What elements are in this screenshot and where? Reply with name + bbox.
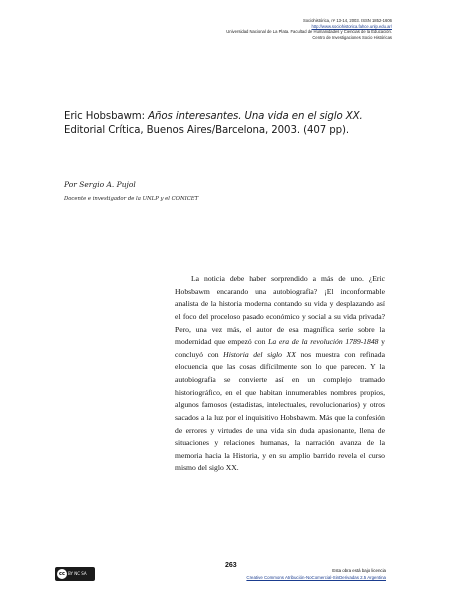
research-center: Centro de Investigaciones Socio Históricas	[312, 34, 392, 40]
cc-icon: cc	[57, 569, 67, 579]
page-number: 263	[225, 562, 237, 569]
review-title	[64, 110, 394, 138]
license-text: Esta obra está bajo licencia	[332, 568, 386, 573]
body-paragraph	[175, 273, 385, 475]
title-book: Años interesantes. Una vida en el siglo XX.	[148, 111, 363, 122]
review-body	[175, 273, 385, 475]
cc-badge-text: BY NC SA	[68, 570, 87, 576]
creative-commons-badge[interactable]	[55, 567, 95, 581]
body-text-3: nos muestra con refinada elocuencia que las cosas difícilmente son lo que parecen. Y la autobiografía se convierte así en un complejo tramado historiográfico, en el que habitan innumerables nombres propios, algunos famosos (estadistas, intelectuales, revolucionarios) y otros sacados a la luz por el inquisitivo Hobsbawm. Más que la confesión de errores y virtudes de una vida sin duda apasionante, llena de situaciones y relaciones humanas, la narración avanza de la memoria hacia la Historia, y en su amplio barrido revela el curso mismo del siglo XX.	[175, 349, 385, 473]
license-notice	[230, 567, 386, 581]
review-author: Por Sergio A. Pujol	[64, 180, 136, 189]
book-title-revolution: La era de la revolución 1789-1848	[268, 337, 379, 347]
author-affiliation: Docente e investigador de la UNLP y el CONICET	[64, 196, 199, 202]
journal-url-link[interactable]: http://www.sociohistorica.fahce.unlp.edu.ar/	[311, 23, 392, 29]
body-text-2: y concluyó con	[175, 337, 385, 359]
university-name: Universidad Nacional de La Plata. Facultad de Humanidades y Ciencias de la Educación.	[226, 29, 392, 35]
title-publisher: Editorial Crítica, Buenos Aires/Barcelona, 2003. (407 pp).	[64, 125, 350, 136]
license-link[interactable]: Creative Commons Atribución-NoComercial-SinDerivadas 2.5 Argentina	[246, 575, 386, 580]
body-text-1: La noticia debe haber sorprendido a más de uno. ¿Eric Hobsbawm encarando una autobiografía? ¡El inconformable analista de la historia moderna contando su vida y desplazando así el foco del proceloso pasado económico y social a su vida privada? Pero, una vez más, el autor de esa magnífica serie sobre la modernidad que empezó con	[175, 274, 385, 347]
book-title-century: Historia del siglo XX	[223, 349, 296, 359]
journal-citation: Sociohistórica, nº 13-14, 2003. ISSN 1852-1606	[302, 18, 392, 23]
title-author: Eric Hobsbawm:	[64, 111, 149, 122]
journal-header	[72, 18, 392, 40]
